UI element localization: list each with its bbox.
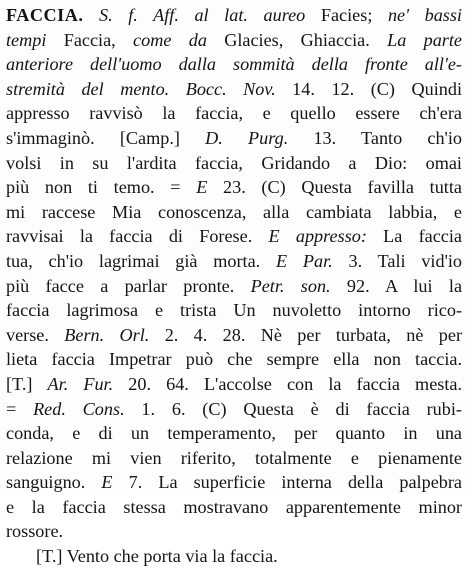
entry-line (6, 274, 462, 299)
entry-text: Faccia, (46, 29, 134, 50)
entry-text: lieta faccia Impetrar può che sempre ella non taccia. (6, 349, 462, 370)
entry-line (6, 101, 462, 126)
entry-text: conda, e di un temperamento, per quanto in una (6, 423, 462, 444)
entry-text: [T.] Vento che porta via la faccia. (36, 546, 278, 567)
entry-line (6, 397, 462, 422)
italic-text: S. f. Aff. al lat. aureo (99, 5, 306, 25)
dictionary-entry-faccia (6, 3, 462, 569)
entry-line (6, 28, 462, 53)
entry-line (6, 175, 462, 200)
italic-text: Ar. Fur. (47, 373, 114, 394)
entry-line (6, 544, 462, 569)
italic-text: Red. Cons. (33, 398, 125, 419)
entry-text: relazione mi vien riferito, totalmente e pienamente (6, 447, 462, 468)
entry-text: volsi in su l'ardita faccia, Gridando a Dio: omai (6, 152, 462, 173)
entry-text: ravvisai la faccia di Forese. (6, 226, 269, 247)
italic-text: E appresso: (268, 226, 367, 247)
entry-line (6, 77, 462, 102)
entry-text: e la faccia stessa mostravano apparentemente minor (6, 496, 462, 517)
entry-line (6, 151, 462, 176)
entry-text: tua, ch'io lagrimai già morta. (6, 250, 276, 271)
entry-line (6, 224, 462, 249)
italic-text: E Par. (276, 250, 333, 271)
entry-text (83, 5, 99, 25)
entry-line (6, 126, 462, 151)
entry-text: 3. Tali vid'io (332, 250, 463, 271)
entry-line (6, 372, 462, 397)
entry-text: 7. La superficie interna della palpebra (112, 472, 462, 493)
entry-text: mi raccese Mia conoscenza, alla cambiata labbia, e (6, 201, 462, 222)
italic-text: La parte (387, 29, 462, 50)
headword: FACCIA. (6, 5, 84, 25)
entry-line (6, 470, 462, 495)
entry-text: più facce a parlar pronte. (6, 275, 251, 296)
italic-text: Petr. son. (250, 275, 331, 296)
entry-line (6, 3, 462, 28)
entry-text: 2. 4. 28. Nè per turbata, nè per (149, 324, 462, 345)
italic-text: D. Purg. (205, 127, 289, 148)
entry-text: = (6, 398, 34, 419)
entry-text: più non ti temo. = (6, 177, 197, 198)
entry-text: verse. (6, 324, 65, 345)
italic-text: Bern. Orl. (64, 324, 150, 345)
entry-text: 13. Tanto ch'io (288, 127, 462, 148)
entry-text: s'immaginò. [Camp.] (6, 127, 206, 148)
italic-text: come da (133, 29, 207, 50)
entry-text: rossore. (6, 521, 64, 542)
entry-text: Glacies, Ghiaccia. (206, 29, 388, 50)
italic-text: ne' bassi (387, 5, 462, 25)
entry-text: 23. (C) Questa favilla tutta (207, 177, 462, 198)
entry-text: sanguigno. (6, 472, 102, 493)
entry-text: 1. 6. (C) Questa è di faccia rubi- (124, 398, 462, 419)
entry-line (6, 298, 462, 323)
entry-line (6, 249, 462, 274)
entry-text: appresso ravvisò la faccia, e quello essere ch'era (6, 103, 462, 124)
entry-text: 92. A lui la (330, 275, 463, 296)
italic-text: anteriore dell'uomo dalla sommità della fronte all'e- (6, 54, 462, 75)
entry-text: 20. 64. L'accolse con la faccia mesta. (113, 373, 463, 394)
entry-line (6, 347, 462, 372)
italic-text: E (196, 177, 208, 198)
entry-text: 14. 12. (C) Quindi (275, 78, 462, 99)
italic-text: stremità del mento. Bocc. Nov. (6, 78, 276, 99)
italic-text: E (101, 472, 113, 493)
entry-text: [T.] (6, 373, 48, 394)
entry-line (6, 519, 462, 544)
entry-text: Facies; (305, 5, 388, 25)
italic-text: tempi (6, 29, 47, 50)
entry-text: faccia lagrimosa e trista Un nuvoletto intorno rico- (6, 300, 462, 321)
entry-line (6, 421, 462, 446)
entry-line (6, 323, 462, 348)
entry-line (6, 52, 462, 77)
entry-line (6, 200, 462, 225)
entry-line (6, 446, 462, 471)
entry-text: La faccia (366, 226, 463, 247)
entry-line (6, 495, 462, 520)
